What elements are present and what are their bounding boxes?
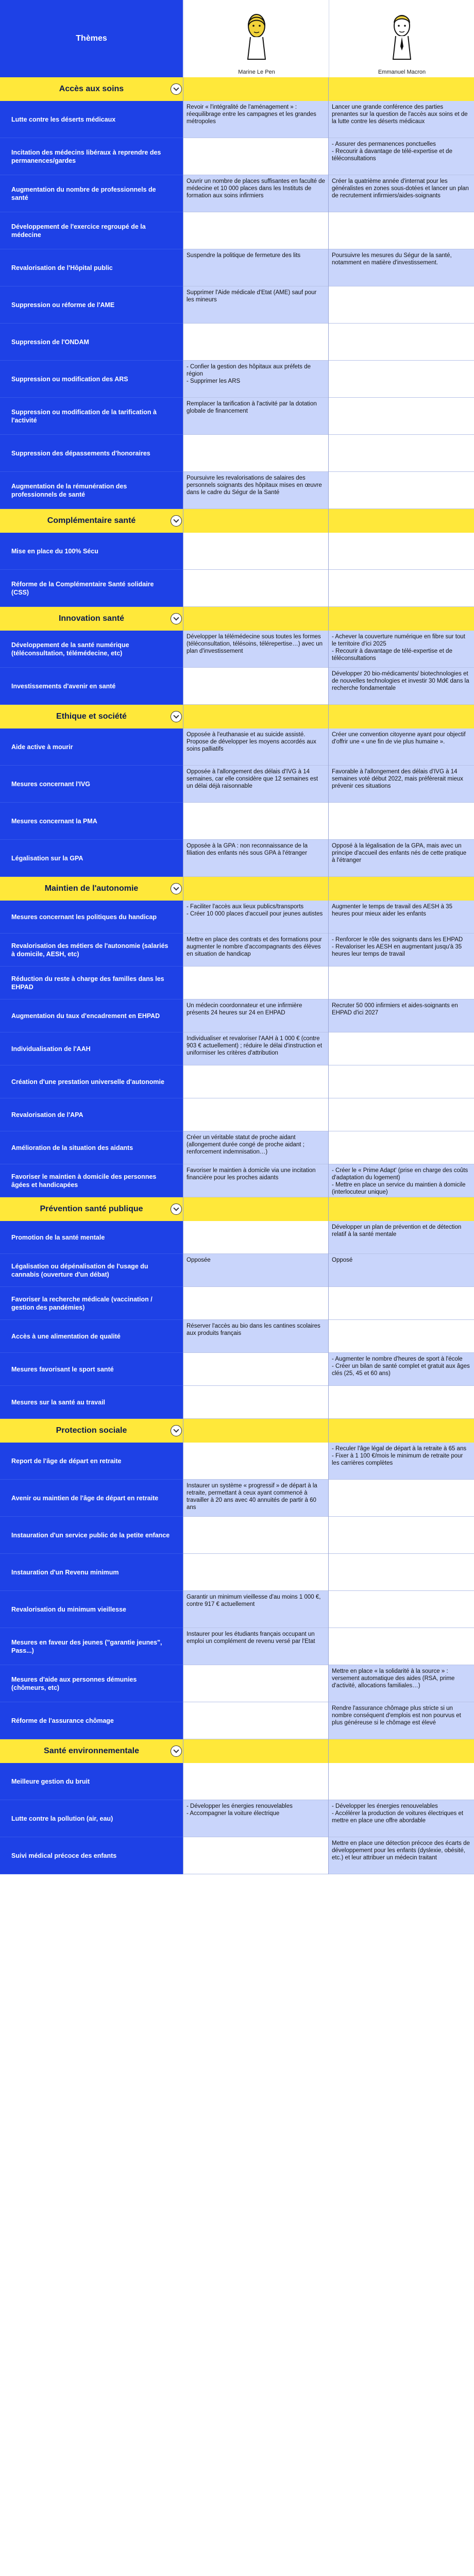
row-label <box>0 840 183 877</box>
cell-le-pen <box>183 1386 329 1419</box>
cell-le-pen: Créer un véritable statut de proche aidant (allongement durée congé de proche aidant ; renforcement indemnisation…) <box>183 1131 329 1164</box>
row-label-text: Création d'une prestation universelle d'autonomie <box>11 1078 164 1086</box>
cell-macron: Créer une convention citoyenne ayant pour objectif d'offrir une « une fin de vie plus humaine ». <box>329 728 474 766</box>
table-row <box>0 324 474 361</box>
table-row <box>0 1837 474 1874</box>
row-label-text: Développement de l'exercice regroupé de la médecine <box>11 223 146 239</box>
row-label-text: Revalorisation des métiers de l'autonomie (salariés à domicile, AESH, etc) <box>11 942 168 958</box>
cell-macron <box>329 1287 474 1320</box>
cell-le-pen: Garantir un minimum vieillesse d'au moins 1 000 €, contre 917 € actuellement <box>183 1591 329 1628</box>
chevron-down-icon[interactable] <box>171 515 182 527</box>
table-row <box>0 668 474 705</box>
cell-macron <box>329 1098 474 1131</box>
cell-macron: Augmenter le temps de travail des AESH à 35 heures pour mieux aider les enfants <box>329 901 474 934</box>
section-title: Maintien de l'autonomie <box>44 884 139 893</box>
row-label-text: Aide active à mourir <box>11 743 73 751</box>
table-row <box>0 1591 474 1628</box>
row-label-text: Mesures sur la santé au travail <box>11 1398 106 1406</box>
row-label-text: Incitation des médecins libéraux à reprendre des permanences/gardes <box>11 148 161 164</box>
table-row <box>0 1480 474 1517</box>
row-label-text: Mesures en faveur des jeunes ("garantie jeunes", Pass...) <box>11 1638 162 1654</box>
cell-le-pen: Opposée <box>183 1254 329 1287</box>
cell-macron: - Assurer des permanences ponctuelles - Recourir à davantage de télé-expertise et de téléconsultations <box>329 138 474 175</box>
row-label <box>0 435 183 472</box>
row-label-text: Meilleure gestion du bruit <box>11 1777 90 1785</box>
row-label-text: Promotion de la santé mentale <box>11 1233 105 1241</box>
section-header[interactable] <box>0 509 474 533</box>
row-label <box>0 249 183 286</box>
row-label-text: Suppression ou modification de la tarification à l'activité <box>11 408 157 424</box>
row-label <box>0 1554 183 1591</box>
row-label <box>0 533 183 570</box>
table-row <box>0 175 474 212</box>
section-header[interactable] <box>0 1739 474 1763</box>
cell-macron <box>329 1480 474 1517</box>
row-label-text: Suppression de l'ONDAM <box>11 338 89 346</box>
row-label <box>0 138 183 175</box>
cell-le-pen <box>183 324 329 361</box>
table-row <box>0 1386 474 1419</box>
cell-macron: Développer un plan de prévention et de détection relatif à la santé mentale <box>329 1221 474 1254</box>
cell-le-pen <box>183 212 329 249</box>
row-label-text: Report de l'âge de départ en retraite <box>11 1457 122 1465</box>
table-row <box>0 728 474 766</box>
cell-macron <box>329 286 474 324</box>
cell-le-pen <box>183 1702 329 1739</box>
table-row <box>0 138 474 175</box>
row-label-text: Accès à une alimentation de qualité <box>11 1332 121 1340</box>
chevron-down-icon[interactable] <box>171 83 182 95</box>
chevron-down-icon[interactable] <box>171 613 182 624</box>
cell-macron <box>329 472 474 509</box>
cell-macron: Développer 20 bio-médicaments/ biotechnologies et de nouvelles technologies et investir 30 Md€ dans la recherche fondamentale <box>329 668 474 705</box>
cell-le-pen: Instaurer pour les étudiants français occupant un emploi un complément de revenu versé par l'Etat <box>183 1628 329 1665</box>
candidate-le-pen-header <box>183 0 329 77</box>
section-header[interactable] <box>0 705 474 728</box>
row-label-text: Réforme de l'assurance chômage <box>11 1717 114 1724</box>
cell-le-pen <box>183 1098 329 1131</box>
chevron-down-icon[interactable] <box>171 1204 182 1215</box>
table-row <box>0 631 474 668</box>
row-label-text: Augmentation du nombre de professionnels de santé <box>11 185 156 201</box>
row-label-text: Légalisation ou dépénalisation de l'usage du cannabis (ouverture d'un débat) <box>11 1262 148 1278</box>
table-row <box>0 435 474 472</box>
row-label <box>0 1287 183 1320</box>
column-divider <box>328 77 329 1874</box>
cell-macron: Rendre l'assurance chômage plus stricte si un nombre conséquent d'emplois est non pourvus et plus généreuse si le chômage est élevé <box>329 1702 474 1739</box>
table-row <box>0 1065 474 1098</box>
row-label <box>0 1320 183 1353</box>
row-label <box>0 999 183 1032</box>
cell-le-pen: Revoir « l'intégralité de l'aménagement » : réequilibrage entre les campagnes et les grandes métropoles <box>183 101 329 138</box>
cell-le-pen <box>183 668 329 705</box>
table-row <box>0 1221 474 1254</box>
row-label-text: Revalorisation de l'Hôpital public <box>11 264 113 272</box>
cell-macron <box>329 435 474 472</box>
row-label <box>0 1254 183 1287</box>
cell-le-pen: - Développer les énergies renouvelables - Accompagner la voiture électrique <box>183 1800 329 1837</box>
row-label <box>0 631 183 668</box>
row-label-text: Suppression ou modification des ARS <box>11 375 128 383</box>
chevron-down-icon[interactable] <box>171 1745 182 1757</box>
row-label <box>0 212 183 249</box>
cell-macron <box>329 1131 474 1164</box>
table-row <box>0 101 474 138</box>
table-row <box>0 1098 474 1131</box>
cell-le-pen: Individualiser et revaloriser l'AAH à 1 000 € (contre 903 € actuellement) ; réduire le délai d'instruction et uniformiser les critères d'attribution <box>183 1032 329 1065</box>
row-label <box>0 803 183 840</box>
cell-le-pen <box>183 803 329 840</box>
table-row <box>0 249 474 286</box>
section-title: Ethique et société <box>56 712 127 721</box>
row-label-text: Investissements d'avenir en santé <box>11 682 116 690</box>
row-label <box>0 175 183 212</box>
row-label-text: Amélioration de la situation des aidants <box>11 1144 133 1151</box>
table-row <box>0 934 474 967</box>
table-row <box>0 533 474 570</box>
cell-macron <box>329 361 474 398</box>
cell-macron: Mettre en place « la solidarité à la source » : versement automatique des aides (RSA, prime d'activité, allocations familiales…) <box>329 1665 474 1702</box>
table-row <box>0 803 474 840</box>
row-label <box>0 1221 183 1254</box>
row-label <box>0 286 183 324</box>
cell-macron <box>329 1591 474 1628</box>
section-header[interactable] <box>0 77 474 101</box>
table-row <box>0 1287 474 1320</box>
table-row <box>0 1665 474 1702</box>
cell-macron: Lancer une grande conférence des parties prenantes sur la question de l'accès aux soins et de la lutte contre les déserts médicaux <box>329 101 474 138</box>
candidate-name: Emmanuel Macron <box>378 69 426 75</box>
cell-le-pen: Opposée à l'euthanasie et au suicide assisté. Propose de développer les moyens accordés aux soins palliatifs <box>183 728 329 766</box>
cell-le-pen: Opposée à l'allongement des délais d'IVG à 14 semaines, car elle considère que 12 semaines est un délai déjà raisonnable <box>183 766 329 803</box>
table-row <box>0 1131 474 1164</box>
table-row <box>0 1353 474 1386</box>
row-label <box>0 1665 183 1702</box>
row-label-text: Mesures concernant la PMA <box>11 817 97 825</box>
table-row <box>0 1702 474 1739</box>
cell-le-pen: Poursuivre les revalorisations de salaires des personnels soignants des hôpitaux mises en œuvre dans le cadre du Ségur de la Santé <box>183 472 329 509</box>
cell-le-pen <box>183 1554 329 1591</box>
section-title: Complémentaire santé <box>47 516 136 525</box>
row-label-text: Mesures concernant l'IVG <box>11 780 91 788</box>
chevron-down-icon[interactable] <box>171 711 182 722</box>
cell-macron <box>329 1554 474 1591</box>
cell-macron <box>329 1386 474 1419</box>
cell-macron <box>329 1628 474 1665</box>
row-label <box>0 1098 183 1131</box>
row-label-text: Réduction du reste à charge des familles dans les EHPAD <box>11 975 164 991</box>
cell-macron <box>329 398 474 435</box>
cell-le-pen: Suspendre la politique de fermeture des lits <box>183 249 329 286</box>
row-label-text: Mise en place du 100% Sécu <box>11 547 98 555</box>
row-label-text: Légalisation sur la GPA <box>11 854 83 862</box>
section-header[interactable] <box>0 607 474 631</box>
table-row <box>0 1800 474 1837</box>
row-label <box>0 728 183 766</box>
row-label <box>0 1065 183 1098</box>
cell-macron <box>329 324 474 361</box>
row-label-text: Développement de la santé numérique (téléconsultation, télémédecine, etc) <box>11 641 129 657</box>
row-label-text: Avenir ou maintien de l'âge de départ en retraite <box>11 1494 159 1502</box>
table-row <box>0 1763 474 1800</box>
section-title: Santé environnementale <box>44 1747 139 1755</box>
cell-macron: Opposé à la légalisation de la GPA, mais avec un principe d'accueil des enfants nés de cette pratique à l'étranger <box>329 840 474 877</box>
row-label <box>0 101 183 138</box>
row-label <box>0 934 183 967</box>
cell-macron <box>329 1320 474 1353</box>
cell-le-pen <box>183 1221 329 1254</box>
row-label <box>0 766 183 803</box>
cell-macron: - Développer les énergies renouvelables - Accélérer la production de voitures électriques et mettre en place une offre abordable <box>329 1800 474 1837</box>
row-label <box>0 967 183 999</box>
row-label <box>0 324 183 361</box>
row-label <box>0 1763 183 1800</box>
table-row <box>0 967 474 999</box>
row-label <box>0 570 183 607</box>
cell-le-pen <box>183 570 329 607</box>
themes-label: Thèmes <box>76 34 107 43</box>
row-label <box>0 1353 183 1386</box>
table-row <box>0 999 474 1032</box>
cell-le-pen <box>183 1837 329 1874</box>
table-row <box>0 286 474 324</box>
row-label-text: Suppression ou réforme de l'AME <box>11 301 115 309</box>
cell-macron <box>329 1517 474 1554</box>
row-label-text: Lutte contre les déserts médicaux <box>11 115 116 123</box>
cell-le-pen <box>183 1353 329 1386</box>
row-label-text: Suppression des dépassements d'honoraires <box>11 449 150 457</box>
cell-le-pen: Mettre en place des contrats et des formations pour augmenter le nombre d'accompagnants des élèves en situation de handicap <box>183 934 329 967</box>
cell-macron: Favorable à l'allongement des délais d'IVG à 14 semaines voté début 2022, mais préfèrerait mieux prévenir ces situations <box>329 766 474 803</box>
cell-le-pen: Supprimer l'Aide médicale d'Etat (AME) sauf pour les mineurs <box>183 286 329 324</box>
cell-macron: Mettre en place une détection précoce des écarts de développement pour les enfants (dyslexie, obésité, etc.) et leur attribuer un médecin traitant <box>329 1837 474 1874</box>
cell-le-pen: Remplacer la tarification à l'activité par la dotation globale de financement <box>183 398 329 435</box>
table-row <box>0 1032 474 1065</box>
cell-le-pen <box>183 1665 329 1702</box>
cell-macron: Opposé <box>329 1254 474 1287</box>
cell-le-pen <box>183 1065 329 1098</box>
table-row <box>0 570 474 607</box>
row-label-text: Mesures favorisant le sport santé <box>11 1365 114 1373</box>
cell-le-pen <box>183 138 329 175</box>
cell-le-pen <box>183 435 329 472</box>
cell-macron <box>329 570 474 607</box>
cell-le-pen <box>183 533 329 570</box>
table-row <box>0 361 474 398</box>
cell-le-pen: Instaurer un système « progressif » de départ à la retraite, permettant à ceux ayant commencé à travailler à 20 ans avec 40 annuités de partir à 60 ans <box>183 1480 329 1517</box>
row-label-text: Revalorisation du minimum vieillesse <box>11 1605 126 1613</box>
row-label <box>0 1480 183 1517</box>
table-row <box>0 398 474 435</box>
row-label-text: Augmentation de la rémunération des professionnels de santé <box>11 482 127 498</box>
candidate-macron-header <box>329 0 474 77</box>
row-label <box>0 1032 183 1065</box>
row-label <box>0 1131 183 1164</box>
chevron-down-icon[interactable] <box>171 883 182 894</box>
portrait-le-pen-icon <box>246 5 267 62</box>
cell-macron: - Créer le « Prime Adapt' (prise en charge des coûts d'adaptation du logement) - Mettre en place un service du maintien à domicile (interlocuteur unique) <box>329 1164 474 1197</box>
table-row <box>0 472 474 509</box>
row-label-text: Suivi médical précoce des enfants <box>11 1852 117 1859</box>
row-label-text: Favoriser le maintien à domicile des personnes âgées et handicapées <box>11 1173 157 1189</box>
row-label <box>0 1386 183 1419</box>
row-label <box>0 1517 183 1554</box>
cell-macron: Créer la quatrième année d'internat pour les généralistes en zones sous-dotées et lancer un plan de recrutement infirmiers/aides-soignants <box>329 175 474 212</box>
cell-le-pen: Favoriser le maintien à domicile via une incitation financière pour les proches aidants <box>183 1164 329 1197</box>
table-row <box>0 1628 474 1665</box>
row-label <box>0 1628 183 1665</box>
cell-le-pen: Ouvrir un nombre de places suffisantes en faculté de médecine et 10 000 places dans les Instituts de formation aux soins infirmiers <box>183 175 329 212</box>
cell-le-pen <box>183 1287 329 1320</box>
section-header[interactable] <box>0 877 474 901</box>
table-row <box>0 1164 474 1197</box>
cell-macron: - Renforcer le rôle des soignants dans les EHPAD - Revaloriser les AESH en augmentant jusqu'à 35 heures leur temps de travail <box>329 934 474 967</box>
cell-le-pen <box>183 1517 329 1554</box>
row-label-text: Revalorisation de l'APA <box>11 1111 83 1118</box>
row-label-text: Instauration d'un service public de la petite enfance <box>11 1531 170 1539</box>
row-label <box>0 1443 183 1480</box>
cell-le-pen <box>183 1763 329 1800</box>
cell-macron <box>329 212 474 249</box>
table-row <box>0 1320 474 1353</box>
cell-le-pen <box>183 967 329 999</box>
cell-macron: - Reculer l'âge légal de départ à la retraite à 65 ans - Fixer à 1 100 €/mois le minimum de retraite pour les carrières complètes <box>329 1443 474 1480</box>
table-row <box>0 766 474 803</box>
row-label-text: Instauration d'un Revenu minimum <box>11 1568 119 1576</box>
candidate-name: Marine Le Pen <box>238 69 275 75</box>
cell-le-pen <box>183 1443 329 1480</box>
cell-macron <box>329 533 474 570</box>
cell-macron <box>329 1065 474 1098</box>
table-row <box>0 901 474 934</box>
section-title: Prévention santé publique <box>40 1205 143 1213</box>
table-row <box>0 212 474 249</box>
table-row <box>0 1254 474 1287</box>
cell-macron: Poursuivre les mesures du Ségur de la santé, notamment en matière d'investissement. <box>329 249 474 286</box>
cell-le-pen: - Faciliter l'accès aux lieux publics/transports - Créer 10 000 places d'accueil pour jeunes autistes <box>183 901 329 934</box>
themes-header <box>0 0 183 77</box>
row-label <box>0 668 183 705</box>
cell-macron <box>329 803 474 840</box>
row-label-text: Augmentation du taux d'encadrement en EHPAD <box>11 1012 160 1020</box>
row-label-text: Réforme de la Complémentaire Santé solidaire (CSS) <box>11 580 154 596</box>
table-row <box>0 1517 474 1554</box>
cell-le-pen: Un médecin coordonnateur et une infirmière présents 24 heures sur 24 en EHPAD <box>183 999 329 1032</box>
row-label <box>0 361 183 398</box>
row-label <box>0 398 183 435</box>
cell-macron: - Augmenter le nombre d'heures de sport à l'école - Créer un bilan de santé complet et gratuit aux âges clés (25, 45 et 60 ans) <box>329 1353 474 1386</box>
row-label-text: Lutte contre la pollution (air, eau) <box>11 1815 113 1822</box>
cell-macron <box>329 1763 474 1800</box>
row-label <box>0 1800 183 1837</box>
cell-le-pen: Opposée à la GPA : non reconnaissance de la filiation des enfants nés sous GPA à l'étranger <box>183 840 329 877</box>
section-header[interactable] <box>0 1197 474 1221</box>
cell-le-pen: - Confier la gestion des hôpitaux aux préfets de région - Supprimer les ARS <box>183 361 329 398</box>
row-label-text: Individualisation de l'AAH <box>11 1045 91 1053</box>
row-label <box>0 1591 183 1628</box>
table-header <box>0 0 474 77</box>
table-row <box>0 1554 474 1591</box>
section-title: Protection sociale <box>56 1426 127 1435</box>
row-label-text: Favoriser la recherche médicale (vaccination / gestion des pandémies) <box>11 1295 153 1311</box>
row-label-text: Mesures concernant les politiques du handicap <box>11 913 157 921</box>
cell-le-pen: Réserver l'accès au bio dans les cantines scolaires aux produits français <box>183 1320 329 1353</box>
cell-macron <box>329 967 474 999</box>
row-label <box>0 1702 183 1739</box>
row-label <box>0 1164 183 1197</box>
row-label <box>0 1837 183 1874</box>
cell-macron <box>329 1032 474 1065</box>
section-title: Innovation santé <box>58 614 125 623</box>
cell-macron: Recruter 50 000 infirmiers et aides-soignants en EHPAD d'ici 2027 <box>329 999 474 1032</box>
row-label <box>0 472 183 509</box>
row-label <box>0 901 183 934</box>
cell-macron: - Achever la couverture numérique en fibre sur tout le territoire d'ici 2025 - Recourir à davantage de télé-expertise et de téléconsultations <box>329 631 474 668</box>
section-title: Accès aux soins <box>59 84 124 93</box>
table-row <box>0 1443 474 1480</box>
cell-le-pen: Développer la télémédecine sous toutes les formes (téléconsultation, télésoins, télérepertise…) avec un plan d'investissement <box>183 631 329 668</box>
section-header[interactable] <box>0 1419 474 1443</box>
row-label-text: Mesures d'aide aux personnes démunies (chômeurs, etc) <box>11 1675 137 1691</box>
portrait-macron-icon <box>391 5 413 62</box>
chevron-down-icon[interactable] <box>171 1425 182 1436</box>
table-row <box>0 840 474 877</box>
